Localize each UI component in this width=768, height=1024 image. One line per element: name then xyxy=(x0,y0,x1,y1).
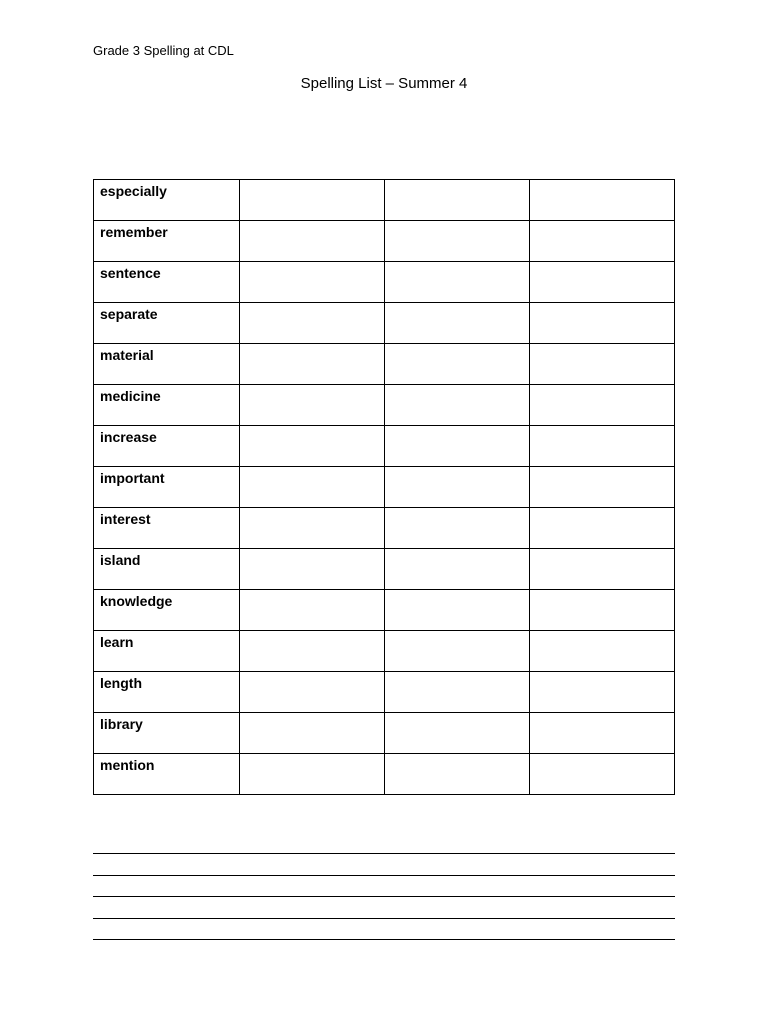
practice-cell xyxy=(240,303,385,344)
spelling-word: increase xyxy=(94,426,240,467)
table-row xyxy=(94,590,675,631)
practice-cell xyxy=(530,467,675,508)
practice-cell xyxy=(385,508,530,549)
practice-cell xyxy=(240,631,385,672)
spelling-table-body xyxy=(94,180,675,795)
practice-cell xyxy=(385,262,530,303)
practice-cell xyxy=(530,180,675,221)
practice-cell xyxy=(385,590,530,631)
table-row xyxy=(94,467,675,508)
practice-cell xyxy=(240,385,385,426)
spelling-word: interest xyxy=(94,508,240,549)
spelling-word: library xyxy=(94,713,240,754)
practice-cell xyxy=(530,426,675,467)
practice-cell xyxy=(530,754,675,795)
practice-cell xyxy=(530,549,675,590)
practice-cell xyxy=(530,508,675,549)
practice-cell xyxy=(240,262,385,303)
practice-cell xyxy=(530,590,675,631)
practice-cell xyxy=(385,180,530,221)
spelling-word: island xyxy=(94,549,240,590)
practice-cell xyxy=(530,631,675,672)
practice-cell xyxy=(385,467,530,508)
practice-cell xyxy=(530,385,675,426)
spelling-word: length xyxy=(94,672,240,713)
spelling-table xyxy=(93,179,675,795)
practice-cell xyxy=(385,385,530,426)
practice-cell xyxy=(240,549,385,590)
spelling-word: especially xyxy=(94,180,240,221)
practice-cell xyxy=(385,631,530,672)
practice-cell xyxy=(385,426,530,467)
spelling-word: mention xyxy=(94,754,240,795)
writing-line xyxy=(93,853,675,854)
practice-cell xyxy=(385,713,530,754)
table-row xyxy=(94,426,675,467)
table-row xyxy=(94,631,675,672)
spelling-word: medicine xyxy=(94,385,240,426)
table-row xyxy=(94,262,675,303)
practice-cell xyxy=(530,344,675,385)
practice-cell xyxy=(240,672,385,713)
spelling-word: learn xyxy=(94,631,240,672)
table-row xyxy=(94,180,675,221)
spelling-word: separate xyxy=(94,303,240,344)
table-row xyxy=(94,713,675,754)
practice-cell xyxy=(240,713,385,754)
writing-line xyxy=(93,896,675,897)
practice-cell xyxy=(240,508,385,549)
practice-cell xyxy=(530,303,675,344)
table-row xyxy=(94,385,675,426)
practice-cell xyxy=(530,221,675,262)
writing-line xyxy=(93,875,675,876)
page-title: Spelling List – Summer 4 xyxy=(300,75,468,92)
table-row xyxy=(94,754,675,795)
writing-line xyxy=(93,918,675,919)
writing-line xyxy=(93,939,675,940)
practice-cell xyxy=(240,426,385,467)
table-row xyxy=(94,221,675,262)
practice-cell xyxy=(385,672,530,713)
table-row xyxy=(94,549,675,590)
table-row xyxy=(94,508,675,549)
spelling-word: sentence xyxy=(94,262,240,303)
spelling-word: material xyxy=(94,344,240,385)
spelling-word: important xyxy=(94,467,240,508)
practice-cell xyxy=(240,590,385,631)
table-row xyxy=(94,672,675,713)
table-row xyxy=(94,303,675,344)
practice-cell xyxy=(385,754,530,795)
practice-cell xyxy=(240,467,385,508)
practice-cell xyxy=(240,180,385,221)
practice-cell xyxy=(530,713,675,754)
practice-cell xyxy=(385,549,530,590)
practice-cell xyxy=(530,262,675,303)
writing-lines xyxy=(93,853,675,961)
school-header: Grade 3 Spelling at CDL xyxy=(93,43,234,58)
practice-cell xyxy=(530,672,675,713)
spelling-word: knowledge xyxy=(94,590,240,631)
spelling-word: remember xyxy=(94,221,240,262)
practice-cell xyxy=(240,221,385,262)
practice-cell xyxy=(240,344,385,385)
practice-cell xyxy=(385,221,530,262)
practice-cell xyxy=(385,303,530,344)
practice-cell xyxy=(240,754,385,795)
table-row xyxy=(94,344,675,385)
practice-cell xyxy=(385,344,530,385)
